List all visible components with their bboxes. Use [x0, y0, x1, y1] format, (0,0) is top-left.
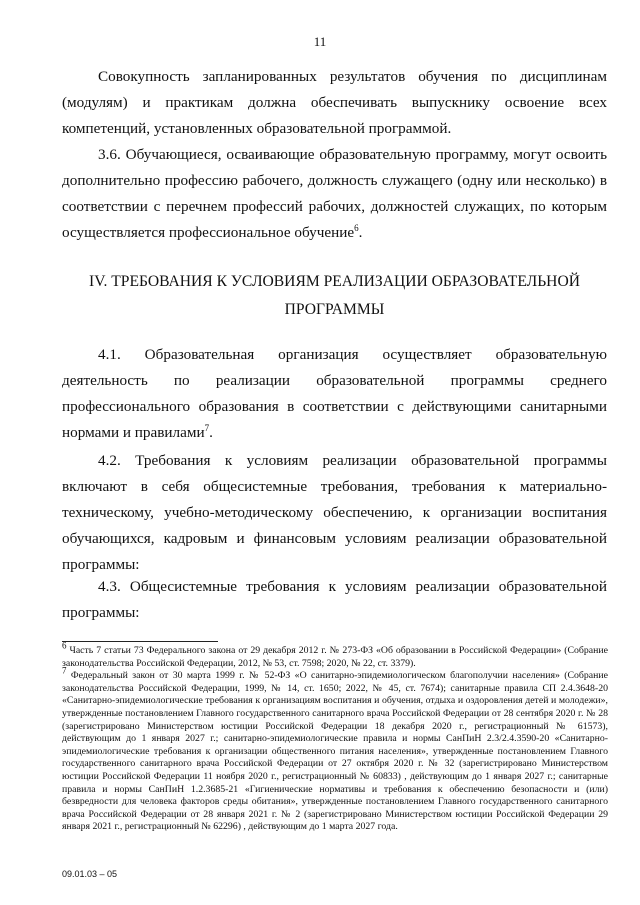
footnote-ref-6[interactable]: 6	[354, 222, 359, 233]
heading-line-1: IV. ТРЕБОВАНИЯ К УСЛОВИЯМ РЕАЛИЗАЦИИ ОБРАЗОВАТЕЛЬНОЙ	[89, 273, 580, 290]
paragraph-end: .	[358, 224, 363, 241]
paragraph-end: .	[209, 424, 213, 441]
heading-line-2: ПРОГРАММЫ	[284, 301, 385, 318]
footnote-7	[62, 665, 608, 834]
paragraph-3-6	[62, 142, 607, 246]
paragraph-text: 4.2. Требования к условиям реализации образовательной программы включают в себя общесистемные требования, требования к материально-техническому, учебно-методическому обеспечению, к организации воспитания обучающихся, кадровым и финансовым условиям реализации образовательной программы:	[62, 452, 607, 573]
footnote-mark: 6	[62, 640, 67, 651]
footnote-6	[62, 640, 608, 670]
paragraph-4-1	[62, 342, 607, 446]
footnote-ref-7[interactable]: 7	[204, 422, 210, 433]
footnote-text: Федеральный закон от 30 марта 1999 г. № 52-ФЗ «О санитарно-эпидемиологическом благополучии населения» (Собрание законодательства Российской Федерации, 1999, № 14, ст. 1650; 2022, № 45, ст. 7674); санитарные правила СП 2.4.3648-20 «Санитарно-эпидемиологические требования к организациям воспитания и обучения, отдыха и оздоровления детей и молодежи», утвержденные постановлением Главного государственного санитарного врача Российской Федерации от 28 сентября 2020 г. № 28 (зарегистрировано Министерством юстиции Российской Федерации 18 декабря 2020 г., регистрационный № 61573), действующим до 1 января 2027 г.; санитарно-эпидемиологические правила и нормы СанПиН 2.3/2.4.3590-20 «Санитарно-эпидемиологические требования к организации общественного питания населения», утвержденные постановлением Главного государственного санитарного врача Российской Федерации от 27 октября 2020 г. № 32 (зарегистрировано Министерством юстиции Российской Федерации 11 ноября 2020 г., регистрационный № 60833) , действующим до 1 января 2027 г.; санитарные правила и нормы СанПиН 1.2.3685-21 «Гигиенические нормативы и требования к обеспечению безопасности и (или) безвредности для человека факторов среды обитания», утвержденные постановлением Главного государственного санитарного врача Российской Федерации от 28 января 2021 г. № 2 (зарегистрировано Министерством юстиции Российской Федерации 29 января 2021 г., регистрационный № 62296) , действующим до 1 марта 2027 года.	[62, 670, 608, 833]
paragraph-text: 4.1. Образовательная организация осуществляет образовательную деятельность по реализации образовательной программы среднего профессионального образования в соответствии с действующими санитарными нормами и правилами	[62, 346, 607, 441]
footnote-text: Часть 7 статьи 73 Федерального закона от 29 декабря 2012 г. № 273-ФЗ «Об образовании в Российской Федерации» (Собрание законодательства Российской Федерации, 2012, № 53, ст. 7598; 2020, № 22, ст. 3379).	[62, 645, 608, 669]
section-heading-iv	[62, 268, 607, 324]
page-number: 11	[313, 34, 327, 49]
footnotes	[62, 640, 608, 834]
paragraph-text: 3.6. Обучающиеся, осваивающие образовательную программу, могут освоить дополнительно профессию рабочего, должность служащего (одну или несколько) в соответствии с перечнем профессий рабочих, должностей служащих, по которым осуществляется профессиональное обучение	[62, 146, 607, 241]
paragraph-4-3	[62, 574, 607, 626]
paragraph-text: Совокупность запланированных результатов обучения по дисциплинам (модулям) и практикам должна обеспечивать выпускнику освоение всех компетенций, установленных образовательной программой.	[62, 68, 607, 137]
footnote-separator	[62, 641, 218, 642]
document-code: 09.01.03 – 05	[62, 869, 118, 879]
paragraph-text: 4.3. Общесистемные требования к условиям реализации образовательной программы:	[62, 578, 607, 621]
paragraph-learning-outcomes	[62, 64, 607, 142]
paragraph-4-2	[62, 448, 607, 578]
footnote-mark: 7	[62, 665, 67, 676]
